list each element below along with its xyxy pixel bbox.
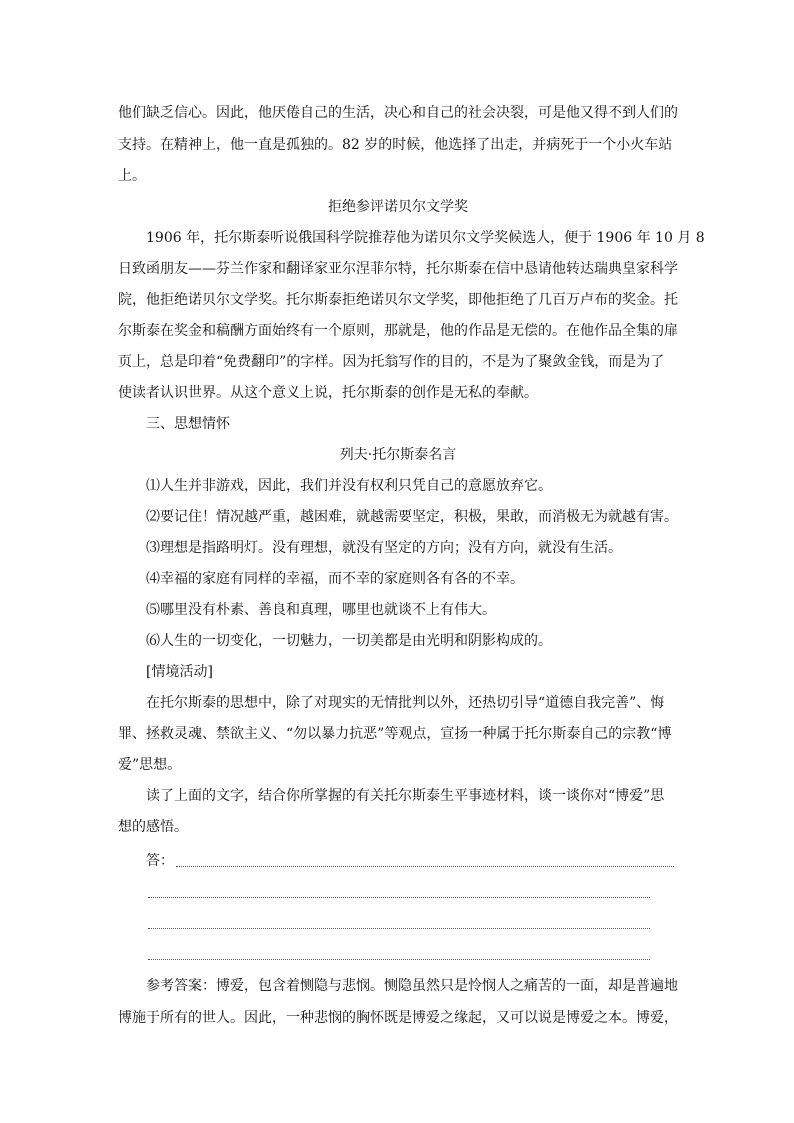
nobel-heading: 拒绝参评诺贝尔文学奖 <box>328 199 468 215</box>
nobel-line-4: 尔斯泰在奖金和稿酬方面始终有一个原则，那就是，他的作品是无偿的。在他作品全集的扉 <box>118 323 678 339</box>
intro-line-1: 他们缺乏信心。因此，他厌倦自己的生活，决心和自己的社会决裂，可是他又得不到人们的 <box>118 105 678 121</box>
quote-6: ⑹人生的一切变化，一切魅力，一切美都是由光明和阴影构成的。 <box>146 633 552 649</box>
nobel-line-3: 院，他拒绝诺贝尔文学奖。托尔斯泰拒绝诺贝尔文学奖，即他拒绝了几百万卢布的奖金。托 <box>118 292 678 308</box>
quote-5: ⑸哪里没有朴素、善良和真理，哪里也就谈不上有伟大。 <box>146 602 496 618</box>
nobel-line-6: 使读者认识世界。从这个意义上说，托尔斯泰的创作是无私的奉献。 <box>118 385 538 401</box>
reference-answer-line-1: 参考答案：博爱，包含着恻隐与悲悯。恻隐虽然只是怜悯人之痛苦的一面，却是普遍地 <box>146 978 678 994</box>
quote-2: ⑵要记住！情况越严重，越困难，就越需要坚定，积极，果敢，而消极无为就越有害。 <box>146 509 678 525</box>
answer-line-2[interactable] <box>148 897 650 898</box>
answer-line-1[interactable] <box>176 866 674 867</box>
section-3-heading: 三、思想情怀 <box>146 416 230 432</box>
quote-1: ⑴人生并非游戏，因此，我们并没有权利只凭自己的意愿放弃它。 <box>146 478 552 494</box>
reference-answer-line-2: 博施于所有的世人。因此，一种悲悯的胸怀既是博爱之缘起，又可以说是博爱之本。博爱， <box>118 1010 678 1026</box>
answer-line-4[interactable] <box>148 959 650 960</box>
quote-4: ⑷幸福的家庭有同样的幸福，而不幸的家庭则各有各的不幸。 <box>146 571 524 587</box>
activity-para1-line3: 爱”思想。 <box>118 757 182 773</box>
activity-para1-line1: 在托尔斯泰的思想中，除了对现实的无情批判以外，还热切引导“道德自我完善”、悔 <box>146 695 665 711</box>
quotes-title: 列夫·托尔斯泰名言 <box>339 447 457 463</box>
activity-para1-line2: 罪、拯救灵魂、禁欲主义、“勿以暴力抗恶”等观点，宣扬一种属于托尔斯泰自己的宗教“博 <box>118 726 672 742</box>
answer-line-3[interactable] <box>148 928 650 929</box>
intro-line-2: 支持。在精神上，他一直是孤独的。82 岁的时候，他选择了出走，并病死于一个小火车站 <box>118 137 673 153</box>
activity-para2-line1: 读了上面的文字，结合你所掌握的有关托尔斯泰生平事迹材料，谈一谈你对“博爱”思 <box>146 788 665 804</box>
activity-label: [情境活动] <box>146 664 213 680</box>
nobel-line-1: 1906 年，托尔斯泰听说俄国科学院推荐他为诺贝尔文学奖候选人，便于 1906 年 10 月 8 <box>146 230 705 246</box>
answer-label: 答： <box>146 853 174 869</box>
activity-para2-line2: 想的感悟。 <box>118 819 188 835</box>
nobel-line-5: 页上，总是印着“免费翻印”的字样。因为托翁写作的目的，不是为了聚敛金钱，而是为了 <box>118 354 665 370</box>
nobel-line-2: 日致函朋友——芬兰作家和翻译家亚尔涅菲尔特，托尔斯泰在信中恳请他转达瑞典皇家科学 <box>118 261 678 277</box>
quote-3: ⑶理想是指路明灯。没有理想，就没有坚定的方向；没有方向，就没有生活。 <box>146 540 622 556</box>
intro-line-3: 上。 <box>118 168 146 184</box>
